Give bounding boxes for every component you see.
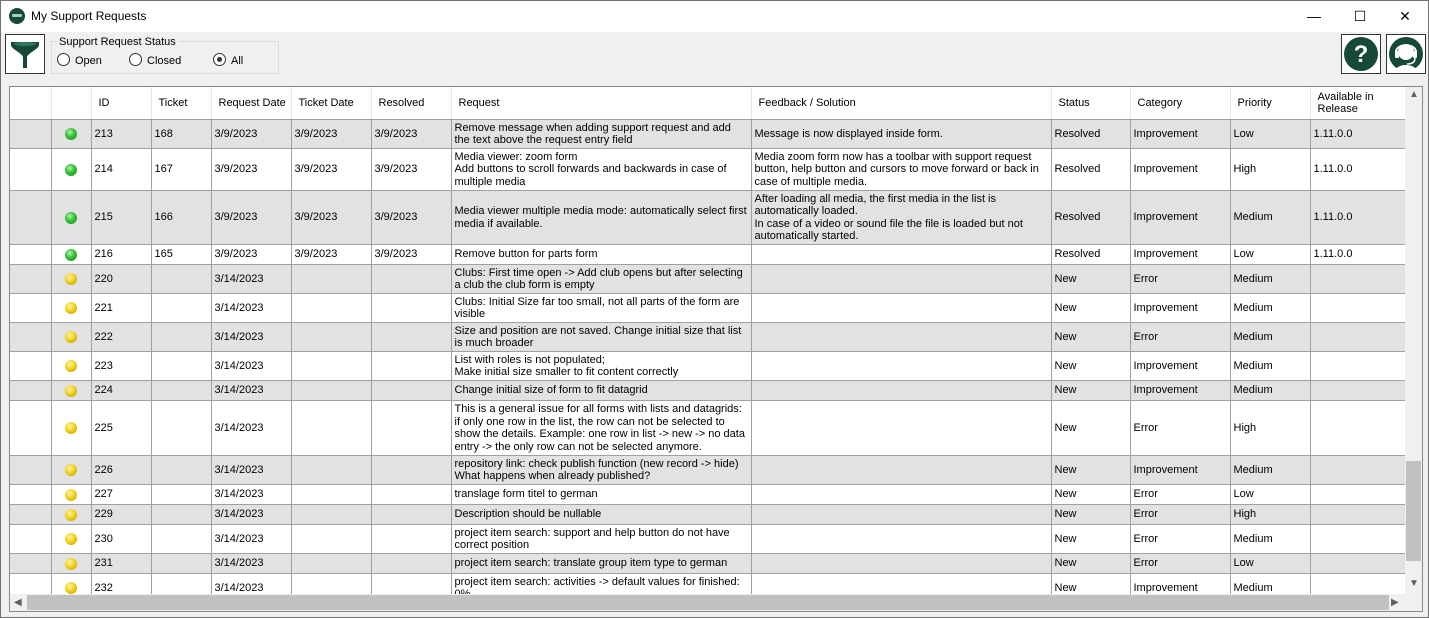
support-requests-grid[interactable]	[9, 86, 1423, 612]
cell-priority[interactable]: High	[1230, 505, 1310, 525]
cell-resolved[interactable]: 3/9/2023	[371, 120, 451, 149]
scroll-left-icon[interactable]: ◀	[14, 597, 22, 608]
cell-resolved[interactable]	[371, 352, 451, 381]
cell-status[interactable]: New	[1051, 505, 1130, 525]
status-yellow-icon	[65, 273, 77, 285]
cell-category[interactable]: Error	[1130, 525, 1230, 554]
support-headset-icon	[1387, 35, 1425, 73]
cell-category[interactable]: Improvement	[1130, 191, 1230, 245]
cell-request[interactable]: This is a general issue for all forms with lists and datagrids: if only one row in the list, the row can not be selected to show the details. Example: one row in list -> new -> no data entry -> the only row can not be selected anymore.	[451, 401, 751, 456]
cell-request[interactable]: project item search: support and help button do not have correct position	[451, 525, 751, 554]
help-button[interactable]	[1341, 34, 1381, 74]
cell-id[interactable]: 231	[91, 554, 151, 574]
cell-status-icon	[51, 120, 91, 149]
col-header-feedback[interactable]: Feedback / Solution	[751, 87, 1051, 120]
table-row[interactable]	[10, 265, 1406, 294]
status-yellow-icon	[65, 464, 77, 476]
table-row[interactable]	[10, 381, 1406, 401]
cell-resolved[interactable]: 3/9/2023	[371, 245, 451, 265]
radio-open-indicator[interactable]	[57, 53, 70, 66]
cell-ticket[interactable]	[151, 554, 211, 574]
row-selector[interactable]	[10, 191, 51, 245]
cell-release[interactable]: 1.11.0.0	[1310, 191, 1406, 245]
table-row[interactable]	[10, 352, 1406, 381]
cell-request[interactable]: Remove message when adding support request and add the text above the request entry field	[451, 120, 751, 149]
cell-status-icon	[51, 401, 91, 456]
cell-request[interactable]: Media viewer multiple media mode: automatically select first media if available.	[451, 191, 751, 245]
cell-priority[interactable]: Medium	[1230, 456, 1310, 485]
cell-category[interactable]: Error	[1130, 401, 1230, 456]
cell-request-date[interactable]: 3/14/2023	[211, 525, 291, 554]
col-header-request[interactable]: Request	[451, 87, 751, 120]
help-question-icon	[1342, 35, 1380, 73]
cell-status-icon	[51, 381, 91, 401]
cell-status[interactable]: New	[1051, 381, 1130, 401]
cell-id[interactable]: 229	[91, 505, 151, 525]
row-selector[interactable]	[10, 323, 51, 352]
cell-resolved[interactable]	[371, 485, 451, 505]
cell-ticket[interactable]: 166	[151, 191, 211, 245]
cell-resolved[interactable]	[371, 265, 451, 294]
cell-request-date[interactable]: 3/14/2023	[211, 323, 291, 352]
cell-status-icon	[51, 485, 91, 505]
scroll-down-icon[interactable]: ▼	[1409, 578, 1419, 589]
grid-body	[10, 120, 1406, 603]
cell-priority[interactable]: Medium	[1230, 525, 1310, 554]
cell-ticket[interactable]	[151, 456, 211, 485]
cell-category[interactable]: Error	[1130, 323, 1230, 352]
cell-status[interactable]: New	[1051, 352, 1130, 381]
cell-ticket-date[interactable]	[291, 554, 371, 574]
cell-ticket-date[interactable]	[291, 505, 371, 525]
cell-release[interactable]: 1.11.0.0	[1310, 245, 1406, 265]
cell-status[interactable]: Resolved	[1051, 120, 1130, 149]
horizontal-scrollbar[interactable]	[10, 594, 1422, 611]
cell-category[interactable]: Improvement	[1130, 574, 1230, 603]
cell-ticket[interactable]	[151, 525, 211, 554]
status-yellow-icon	[65, 331, 77, 343]
maximize-button[interactable]: ☐	[1353, 8, 1367, 24]
cell-priority[interactable]: Medium	[1230, 294, 1310, 323]
cell-ticket-date[interactable]	[291, 381, 371, 401]
cell-status-icon	[51, 505, 91, 525]
cell-id[interactable]: 225	[91, 401, 151, 456]
table-row[interactable]	[10, 294, 1406, 323]
cell-status-icon	[51, 323, 91, 352]
cell-feedback[interactable]	[751, 401, 1051, 456]
cell-request[interactable]: List with roles is not populated; Make initial size smaller to fit content correctly	[451, 352, 751, 381]
cell-request[interactable]: Clubs: Initial Size far too small, not all parts of the form are visible	[451, 294, 751, 323]
row-selector[interactable]	[10, 265, 51, 294]
support-button[interactable]	[1386, 34, 1426, 74]
status-yellow-icon	[65, 360, 77, 372]
window-title: My Support Requests	[31, 9, 147, 23]
cell-priority[interactable]: Low	[1230, 554, 1310, 574]
col-header-status-icon[interactable]	[51, 87, 91, 120]
cell-request-date[interactable]: 3/14/2023	[211, 574, 291, 603]
cell-request-date[interactable]: 3/14/2023	[211, 294, 291, 323]
cell-feedback[interactable]	[751, 294, 1051, 323]
cell-status-icon	[51, 456, 91, 485]
cell-resolved[interactable]: 3/9/2023	[371, 191, 451, 245]
table-row[interactable]	[10, 456, 1406, 485]
status-yellow-icon	[65, 422, 77, 434]
row-selector[interactable]	[10, 401, 51, 456]
cell-feedback[interactable]	[751, 485, 1051, 505]
cell-priority[interactable]: Medium	[1230, 323, 1310, 352]
cell-ticket-date[interactable]	[291, 352, 371, 381]
cell-release[interactable]	[1310, 456, 1406, 485]
cell-priority[interactable]: Medium	[1230, 191, 1310, 245]
cell-priority[interactable]: High	[1230, 149, 1310, 191]
table-row[interactable]	[10, 505, 1406, 525]
col-header-ticket-date[interactable]: Ticket Date	[291, 87, 371, 120]
cell-feedback[interactable]	[751, 525, 1051, 554]
cell-request-date[interactable]: 3/14/2023	[211, 505, 291, 525]
cell-status[interactable]: New	[1051, 401, 1130, 456]
header-row	[10, 87, 1406, 120]
radio-all-label: All	[231, 55, 244, 67]
status-yellow-icon	[65, 489, 77, 501]
cell-status[interactable]: New	[1051, 525, 1130, 554]
cell-id[interactable]: 227	[91, 485, 151, 505]
cell-feedback[interactable]: After loading all media, the first media in the list is automatically loaded. In case of a video or sound file the file is loaded but not automatically started.	[751, 191, 1051, 245]
toolbar	[1, 32, 1428, 78]
cell-resolved[interactable]	[371, 323, 451, 352]
cell-id[interactable]: 223	[91, 352, 151, 381]
cell-category[interactable]: Improvement	[1130, 149, 1230, 191]
cell-category[interactable]: Improvement	[1130, 294, 1230, 323]
cell-feedback[interactable]	[751, 505, 1051, 525]
cell-category[interactable]: Improvement	[1130, 120, 1230, 149]
row-selector[interactable]	[10, 554, 51, 574]
cell-request[interactable]: Remove button for parts form	[451, 245, 751, 265]
cell-id[interactable]: 221	[91, 294, 151, 323]
status-yellow-icon	[65, 582, 77, 594]
cell-ticket[interactable]: 165	[151, 245, 211, 265]
cell-resolved[interactable]	[371, 554, 451, 574]
col-header-priority[interactable]: Priority	[1230, 87, 1310, 120]
cell-ticket[interactable]	[151, 381, 211, 401]
radio-open[interactable]	[57, 53, 102, 67]
cell-category[interactable]: Improvement	[1130, 352, 1230, 381]
cell-feedback[interactable]: Message is now displayed inside form.	[751, 120, 1051, 149]
cell-request-date[interactable]: 3/14/2023	[211, 265, 291, 294]
cell-request[interactable]: translage form titel to german	[451, 485, 751, 505]
col-header-category[interactable]: Category	[1130, 87, 1230, 120]
radio-closed-label: Closed	[147, 55, 182, 67]
cell-ticket[interactable]	[151, 352, 211, 381]
cell-request[interactable]: repository link: check publish function (new record -> hide) What happens when already published?	[451, 456, 751, 485]
cell-request-date[interactable]: 3/9/2023	[211, 120, 291, 149]
cell-request[interactable]: Media viewer: zoom form Add buttons to scroll forwards and backwards in case of multiple media	[451, 149, 751, 191]
cell-status[interactable]: Resolved	[1051, 245, 1130, 265]
cell-priority[interactable]: Medium	[1230, 352, 1310, 381]
row-selector[interactable]	[10, 352, 51, 381]
cell-release[interactable]	[1310, 381, 1406, 401]
radio-all[interactable]	[213, 53, 243, 67]
cell-category[interactable]: Error	[1130, 505, 1230, 525]
radio-all-indicator[interactable]	[213, 53, 226, 66]
cell-status-icon	[51, 245, 91, 265]
table-row[interactable]	[10, 191, 1406, 245]
cell-id[interactable]: 222	[91, 323, 151, 352]
cell-ticket-date[interactable]	[291, 294, 371, 323]
cell-category[interactable]: Error	[1130, 485, 1230, 505]
cell-ticket-date[interactable]: 3/9/2023	[291, 191, 371, 245]
cell-priority[interactable]: Medium	[1230, 574, 1310, 603]
cell-priority[interactable]: Low	[1230, 485, 1310, 505]
status-yellow-icon	[65, 558, 77, 570]
cell-status-icon	[51, 525, 91, 554]
status-yellow-icon	[65, 533, 77, 545]
status-green-icon	[65, 128, 77, 140]
cell-feedback[interactable]	[751, 456, 1051, 485]
row-selector[interactable]	[10, 245, 51, 265]
scroll-up-icon[interactable]: ▲	[1409, 89, 1419, 100]
status-green-icon	[65, 164, 77, 176]
cell-status[interactable]: Resolved	[1051, 149, 1130, 191]
cell-resolved[interactable]	[371, 525, 451, 554]
cell-feedback[interactable]: Media zoom form now has a toolbar with support request button, help button and cursors to move forward or back in case of multiple media.	[751, 149, 1051, 191]
cell-status-icon	[51, 149, 91, 191]
cell-status-icon	[51, 294, 91, 323]
cell-category[interactable]: Improvement	[1130, 245, 1230, 265]
cell-request-date[interactable]: 3/14/2023	[211, 554, 291, 574]
cell-ticket-date[interactable]: 3/9/2023	[291, 149, 371, 191]
col-header-release[interactable]: Available in Release	[1310, 87, 1406, 120]
table-row[interactable]	[10, 401, 1406, 456]
cell-request-date[interactable]: 3/14/2023	[211, 401, 291, 456]
cell-ticket-date[interactable]	[291, 401, 371, 456]
col-header-row-selector[interactable]	[10, 87, 51, 120]
row-selector[interactable]	[10, 120, 51, 149]
cell-id[interactable]: 214	[91, 149, 151, 191]
cell-ticket-date[interactable]	[291, 485, 371, 505]
radio-open-label: Open	[75, 55, 102, 67]
filter-funnel-icon	[6, 35, 44, 73]
cell-status-icon	[51, 191, 91, 245]
status-green-icon	[65, 249, 77, 261]
cell-ticket-date[interactable]	[291, 525, 371, 554]
status-yellow-icon	[65, 385, 77, 397]
row-selector[interactable]	[10, 525, 51, 554]
cell-ticket-date[interactable]	[291, 265, 371, 294]
cell-release[interactable]	[1310, 323, 1406, 352]
filter-button[interactable]	[5, 34, 45, 74]
cell-ticket[interactable]: 167	[151, 149, 211, 191]
cell-id[interactable]: 224	[91, 381, 151, 401]
cell-status[interactable]: Resolved	[1051, 191, 1130, 245]
cell-id[interactable]: 232	[91, 574, 151, 603]
cell-request[interactable]: Description should be nullable	[451, 505, 751, 525]
cell-priority[interactable]: High	[1230, 401, 1310, 456]
cell-request-date[interactable]: 3/14/2023	[211, 381, 291, 401]
cell-feedback[interactable]	[751, 245, 1051, 265]
cell-priority[interactable]: Low	[1230, 120, 1310, 149]
cell-request-date[interactable]: 3/14/2023	[211, 352, 291, 381]
table-row[interactable]	[10, 525, 1406, 554]
col-header-id[interactable]: ID	[91, 87, 151, 120]
cell-release[interactable]	[1310, 525, 1406, 554]
requests-table	[10, 87, 1407, 603]
cell-feedback[interactable]	[751, 265, 1051, 294]
cell-resolved[interactable]	[371, 381, 451, 401]
cell-status[interactable]: New	[1051, 456, 1130, 485]
cell-resolved[interactable]	[371, 456, 451, 485]
cell-ticket[interactable]	[151, 505, 211, 525]
cell-request[interactable]: Change initial size of form to fit datagrid	[451, 381, 751, 401]
table-row[interactable]	[10, 554, 1406, 574]
cell-release[interactable]	[1310, 352, 1406, 381]
cell-resolved[interactable]	[371, 401, 451, 456]
cell-status[interactable]: New	[1051, 554, 1130, 574]
title-bar	[1, 1, 1428, 32]
app-logo-icon	[9, 8, 25, 24]
cell-category[interactable]: Improvement	[1130, 381, 1230, 401]
status-green-icon	[65, 212, 77, 224]
cell-request-date[interactable]: 3/14/2023	[211, 456, 291, 485]
cell-feedback[interactable]	[751, 323, 1051, 352]
col-header-request-date[interactable]: Request Date	[211, 87, 291, 120]
row-selector[interactable]	[10, 505, 51, 525]
cell-status-icon	[51, 265, 91, 294]
cell-id[interactable]: 230	[91, 525, 151, 554]
vertical-scrollbar[interactable]	[1405, 87, 1422, 594]
cell-resolved[interactable]: 3/9/2023	[371, 149, 451, 191]
cell-request-date[interactable]: 3/9/2023	[211, 191, 291, 245]
cell-category[interactable]: Error	[1130, 265, 1230, 294]
cell-id[interactable]: 226	[91, 456, 151, 485]
table-row[interactable]	[10, 245, 1406, 265]
cell-ticket[interactable]	[151, 265, 211, 294]
cell-status[interactable]: New	[1051, 574, 1130, 603]
cell-release[interactable]	[1310, 485, 1406, 505]
cell-request[interactable]: Size and position are not saved. Change initial size that list is much broader	[451, 323, 751, 352]
radio-closed[interactable]	[129, 53, 181, 67]
cell-ticket[interactable]	[151, 323, 211, 352]
cell-release[interactable]: 1.11.0.0	[1310, 149, 1406, 191]
cell-priority[interactable]: Low	[1230, 245, 1310, 265]
cell-ticket-date[interactable]	[291, 323, 371, 352]
cell-release[interactable]	[1310, 294, 1406, 323]
cell-category[interactable]: Improvement	[1130, 456, 1230, 485]
cell-feedback[interactable]	[751, 381, 1051, 401]
table-row[interactable]	[10, 120, 1406, 149]
cell-ticket-date[interactable]: 3/9/2023	[291, 120, 371, 149]
cell-request[interactable]: project item search: translate group item type to german	[451, 554, 751, 574]
row-selector[interactable]	[10, 381, 51, 401]
table-row[interactable]	[10, 149, 1406, 191]
cell-ticket[interactable]	[151, 485, 211, 505]
cell-release[interactable]: 1.11.0.0	[1310, 120, 1406, 149]
cell-status[interactable]: New	[1051, 485, 1130, 505]
horizontal-scroll-thumb[interactable]	[27, 595, 1389, 610]
cell-status-icon	[51, 554, 91, 574]
cell-priority[interactable]: Medium	[1230, 265, 1310, 294]
col-header-resolved[interactable]: Resolved	[371, 87, 451, 120]
cell-ticket-date[interactable]	[291, 456, 371, 485]
row-selector[interactable]	[10, 294, 51, 323]
cell-status-icon	[51, 352, 91, 381]
cell-id[interactable]: 220	[91, 265, 151, 294]
cell-request-date[interactable]: 3/9/2023	[211, 149, 291, 191]
cell-feedback[interactable]	[751, 554, 1051, 574]
cell-id[interactable]: 213	[91, 120, 151, 149]
radio-closed-indicator[interactable]	[129, 53, 142, 66]
table-row[interactable]	[10, 485, 1406, 505]
cell-request-date[interactable]: 3/14/2023	[211, 485, 291, 505]
cell-priority[interactable]: Medium	[1230, 381, 1310, 401]
cell-status[interactable]: New	[1051, 265, 1130, 294]
cell-status[interactable]: New	[1051, 323, 1130, 352]
cell-resolved[interactable]	[371, 294, 451, 323]
cell-release[interactable]	[1310, 265, 1406, 294]
vertical-scroll-thumb[interactable]	[1406, 461, 1421, 561]
cell-feedback[interactable]	[751, 352, 1051, 381]
scroll-right-icon[interactable]: ▶	[1391, 597, 1399, 608]
cell-ticket[interactable]	[151, 294, 211, 323]
cell-id[interactable]: 215	[91, 191, 151, 245]
cell-category[interactable]: Error	[1130, 554, 1230, 574]
status-yellow-icon	[65, 302, 77, 314]
cell-ticket[interactable]: 168	[151, 120, 211, 149]
cell-release[interactable]	[1310, 505, 1406, 525]
table-row[interactable]	[10, 323, 1406, 352]
cell-resolved[interactable]	[371, 505, 451, 525]
cell-release[interactable]	[1310, 401, 1406, 456]
cell-ticket-date[interactable]: 3/9/2023	[291, 245, 371, 265]
row-selector[interactable]	[10, 456, 51, 485]
cell-status[interactable]: New	[1051, 294, 1130, 323]
svg-text:?: ?	[1353, 41, 1369, 68]
cell-request[interactable]: Clubs: First time open -> Add club opens but after selecting a club the club form is empty	[451, 265, 751, 294]
col-header-ticket[interactable]: Ticket	[151, 87, 211, 120]
close-button[interactable]: ✕	[1399, 8, 1411, 24]
cell-id[interactable]: 216	[91, 245, 151, 265]
cell-ticket[interactable]	[151, 401, 211, 456]
col-header-status[interactable]: Status	[1051, 87, 1130, 120]
cell-request[interactable]: project item search: activities -> default values for finished:	[451, 574, 751, 603]
status-yellow-icon	[65, 509, 77, 521]
status-filter-group-label: Support Request Status	[59, 36, 176, 48]
cell-release[interactable]	[1310, 554, 1406, 574]
row-selector[interactable]	[10, 485, 51, 505]
minimize-button[interactable]: —	[1307, 8, 1321, 24]
cell-request-date[interactable]: 3/9/2023	[211, 245, 291, 265]
row-selector[interactable]	[10, 149, 51, 191]
